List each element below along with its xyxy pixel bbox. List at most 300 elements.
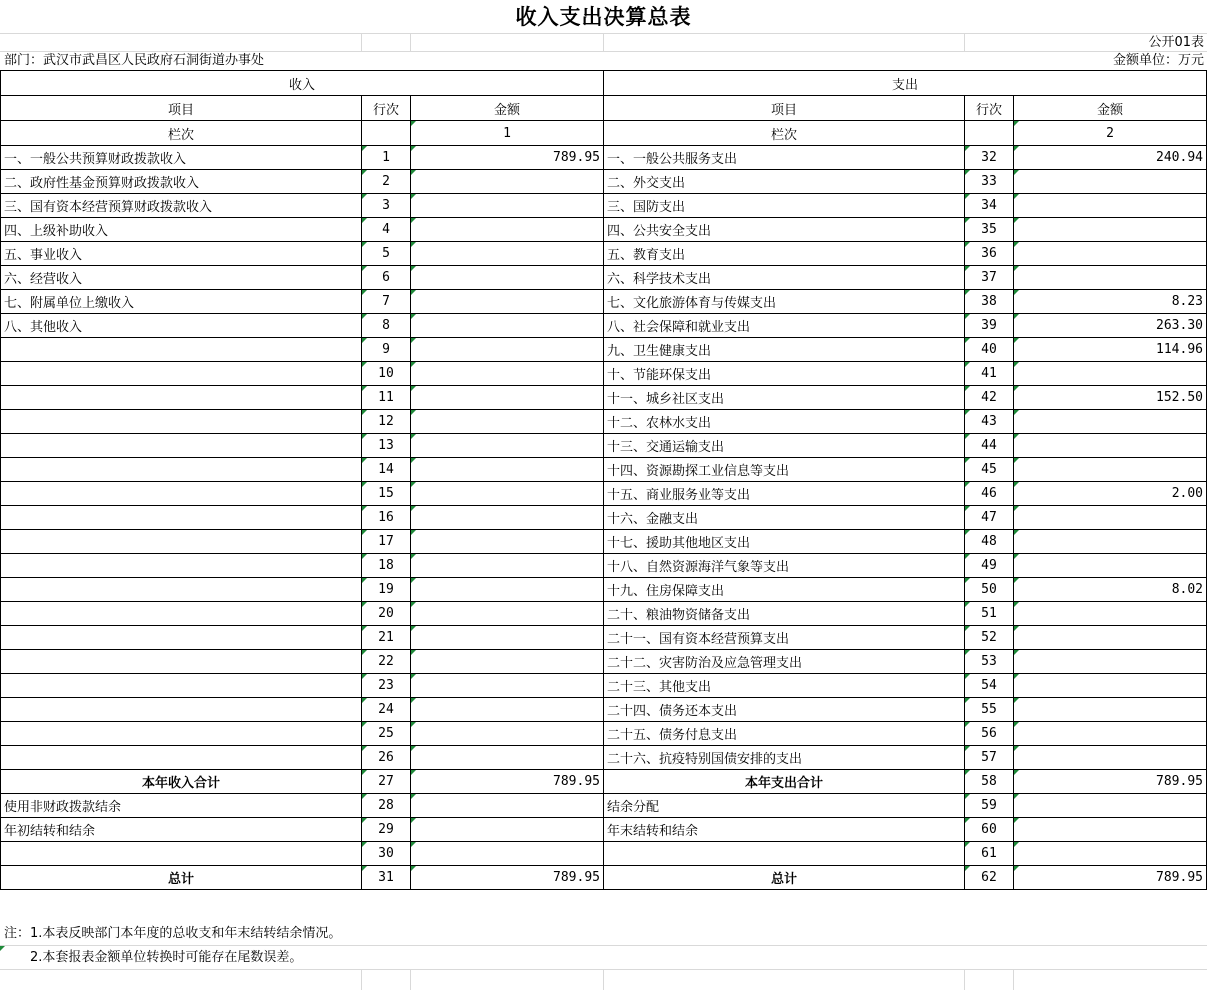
cell-marker-icon	[411, 578, 416, 583]
cell-marker-icon	[362, 482, 367, 487]
expense-item-cell	[604, 194, 965, 218]
cell-marker-icon	[411, 818, 416, 823]
income-line-cell	[362, 242, 411, 266]
cell-marker-icon	[965, 674, 970, 679]
table-row	[1, 410, 1207, 434]
expense-item-cell-text: 八、社会保障和就业支出	[607, 320, 751, 335]
expense-item-cell	[604, 722, 965, 746]
cell-marker-icon	[362, 722, 367, 727]
income-line-cell-text: 30	[378, 846, 394, 861]
table-row	[1, 482, 1207, 506]
cell-marker-icon	[1014, 338, 1019, 343]
expense-item-cell-text: 三、国防支出	[607, 200, 686, 215]
expense-item-cell	[604, 578, 965, 602]
cell-marker-icon	[1014, 121, 1019, 126]
expense-item-cell-text: 五、教育支出	[607, 248, 686, 263]
column-header-row	[1, 96, 1207, 121]
expense-amount-cell	[1014, 530, 1207, 554]
expense-line-cell-text: 39	[981, 318, 997, 333]
expense-line-cell	[965, 674, 1014, 698]
cell-marker-icon	[1014, 794, 1019, 799]
income-item-cell	[1, 818, 362, 842]
income-item-cell	[1, 434, 362, 458]
income-line-cell-text: 5	[382, 246, 390, 261]
expense-amount-cell	[1014, 602, 1207, 626]
cell-marker-icon	[411, 386, 416, 391]
cell-marker-icon	[411, 362, 416, 367]
expense-item-cell	[604, 410, 965, 434]
cell-marker-icon	[0, 946, 5, 951]
cell-marker-icon	[1014, 818, 1019, 823]
expense-amount-cell-text: 114.96	[1156, 342, 1203, 357]
cell-marker-icon	[362, 386, 367, 391]
income-line-cell	[362, 386, 411, 410]
table-row	[1, 554, 1207, 578]
expense-amount-cell	[1014, 242, 1207, 266]
table-row	[1, 746, 1207, 770]
income-line-cell	[362, 458, 411, 482]
income-line-cell	[362, 194, 411, 218]
expense-item-cell-text: 二十二、灾害防治及应急管理支出	[607, 656, 803, 671]
expense-item-cell	[604, 506, 965, 530]
income-line-cell	[362, 362, 411, 386]
table-row	[1, 506, 1207, 530]
table-row	[1, 170, 1207, 194]
income-amount-cell	[411, 482, 604, 506]
income-line-cell-text: 17	[378, 534, 394, 549]
cell-marker-icon	[362, 458, 367, 463]
expense-line-cell-text: 46	[981, 486, 997, 501]
expense-amount-cell	[1014, 338, 1207, 362]
expense-line-cell	[965, 218, 1014, 242]
expense-amount-cell	[1014, 386, 1207, 410]
expense-line-cell	[965, 386, 1014, 410]
expense-amount-cell	[1014, 290, 1207, 314]
income-item-cell-text: 本年收入合计	[141, 776, 220, 791]
table-row	[1, 266, 1207, 290]
income-line-cell-text: 3	[382, 198, 390, 213]
expense-item-cell	[604, 794, 965, 818]
income-line-cell	[362, 866, 411, 890]
expense-line-cell	[965, 338, 1014, 362]
expense-line-cell	[965, 266, 1014, 290]
income-line-cell	[362, 338, 411, 362]
income-line-cell	[362, 698, 411, 722]
income-line-cell-text: 15	[378, 486, 394, 501]
cell-marker-icon	[965, 818, 970, 823]
expense-item-cell	[604, 842, 965, 866]
cell-marker-icon	[1014, 554, 1019, 559]
expense-line-cell-text: 54	[981, 678, 997, 693]
expense-item-cell-text: 十八、自然资源海洋气象等支出	[607, 560, 790, 575]
cell-marker-icon	[411, 674, 416, 679]
income-line-cell-text: 26	[378, 750, 394, 765]
income-item-cell	[1, 650, 362, 674]
income-item-cell-text: 一、一般公共预算财政拨款收入	[4, 152, 187, 167]
table-row	[1, 218, 1207, 242]
department-label: 部门：武汉市武昌区人民政府石洞街道办事处	[4, 53, 265, 68]
income-line-cell-text: 20	[378, 606, 394, 621]
expense-item-cell-text: 总计	[770, 872, 797, 887]
cell-marker-icon	[411, 554, 416, 559]
expense-amount-cell-text: 789.95	[1156, 870, 1203, 885]
cell-marker-icon	[965, 554, 970, 559]
cell-marker-icon	[965, 506, 970, 511]
expense-item-cell-text: 二十五、债务付息支出	[607, 728, 738, 743]
cell-marker-icon	[411, 242, 416, 247]
income-item-cell	[1, 290, 362, 314]
cell-marker-icon	[411, 121, 416, 126]
expense-line-cell-text: 36	[981, 246, 997, 261]
expense-item-cell-text: 一、一般公共服务支出	[607, 152, 738, 167]
income-amount-cell-text: 789.95	[553, 774, 600, 789]
income-item-cell	[1, 194, 362, 218]
income-item-cell	[1, 578, 362, 602]
income-line-cell	[362, 674, 411, 698]
expense-amount-cell-text: 8.02	[1171, 582, 1203, 597]
expense-amount-cell	[1014, 506, 1207, 530]
cell-marker-icon	[411, 194, 416, 199]
expense-item-cell	[604, 218, 965, 242]
expense-line-cell-text: 61	[981, 846, 997, 861]
cell-marker-icon	[1014, 170, 1019, 175]
income-line-cell-text: 14	[378, 462, 394, 477]
expense-line-cell-text: 48	[981, 534, 997, 549]
income-amount-cell	[411, 530, 604, 554]
income-line-cell-text: 10	[378, 366, 394, 381]
income-item-cell	[1, 602, 362, 626]
table-row	[1, 242, 1207, 266]
expense-line-cell	[965, 410, 1014, 434]
expense-item-cell-text: 十三、交通运输支出	[607, 440, 725, 455]
income-line-cell-text: 9	[382, 342, 390, 357]
cell-marker-icon	[362, 818, 367, 823]
expense-line-cell-text: 50	[981, 582, 997, 597]
expense-line-cell-text: 43	[981, 414, 997, 429]
table-row	[1, 458, 1207, 482]
expense-line-cell	[965, 362, 1014, 386]
cell-marker-icon	[362, 266, 367, 271]
income-line-cell-text: 24	[378, 702, 394, 717]
expense-line-cell	[965, 698, 1014, 722]
income-line-cell	[362, 434, 411, 458]
income-item-cell-text: 七、附属单位上缴收入	[4, 296, 135, 311]
income-item-cell-text: 三、国有资本经营预算财政拨款收入	[4, 200, 213, 215]
income-item-cell	[1, 674, 362, 698]
cell-marker-icon	[965, 458, 970, 463]
note-1: 注：1.本表反映部门本年度的总收支和年末结转结余情况。	[4, 926, 342, 941]
cell-marker-icon	[1014, 578, 1019, 583]
expense-amount-cell	[1014, 146, 1207, 170]
income-line-cell	[362, 722, 411, 746]
income-item-cell	[1, 458, 362, 482]
cell-marker-icon	[1014, 482, 1019, 487]
income-line-cell-text: 18	[378, 558, 394, 573]
cell-marker-icon	[362, 290, 367, 295]
income-amount-cell	[411, 386, 604, 410]
cell-marker-icon	[1014, 746, 1019, 751]
cell-marker-icon	[411, 626, 416, 631]
cell-marker-icon	[965, 242, 970, 247]
income-line-cell	[362, 410, 411, 434]
expense-item-cell	[604, 458, 965, 482]
expense-line-cell-text: 62	[981, 870, 997, 885]
income-line-cell-text: 19	[378, 582, 394, 597]
expense-line-cell	[965, 434, 1014, 458]
income-item-cell	[1, 170, 362, 194]
cell-marker-icon	[362, 842, 367, 847]
income-amount-cell	[411, 218, 604, 242]
income-item-cell	[1, 626, 362, 650]
cell-marker-icon	[362, 578, 367, 583]
cell-marker-icon	[1014, 242, 1019, 247]
column-index-row	[1, 121, 1207, 146]
expense-item-cell	[604, 602, 965, 626]
cell-marker-icon	[965, 578, 970, 583]
table-row	[1, 578, 1207, 602]
expense-line-cell	[965, 170, 1014, 194]
cell-marker-icon	[362, 170, 367, 175]
cell-marker-icon	[362, 146, 367, 151]
expense-amount-cell	[1014, 194, 1207, 218]
income-amount-cell	[411, 626, 604, 650]
gridline	[603, 970, 604, 990]
expense-line-cell-text: 58	[981, 774, 997, 789]
expense-item-cell-text: 二十三、其他支出	[607, 680, 712, 695]
expense-amount-cell-text: 152.50	[1156, 390, 1203, 405]
cell-marker-icon	[1014, 146, 1019, 151]
income-item-cell	[1, 266, 362, 290]
expense-line-cell-text: 57	[981, 750, 997, 765]
income-item-cell-text: 年初结转和结余	[4, 824, 96, 839]
income-amount-cell	[411, 746, 604, 770]
cell-marker-icon	[1014, 410, 1019, 415]
cell-marker-icon	[1014, 218, 1019, 223]
expense-amount-cell	[1014, 842, 1207, 866]
form-code: 公开01表	[1148, 35, 1204, 50]
cell-marker-icon	[362, 506, 367, 511]
income-item-cell	[1, 218, 362, 242]
income-line-cell-text: 25	[378, 726, 394, 741]
cell-marker-icon	[965, 482, 970, 487]
income-amount-cell	[411, 506, 604, 530]
cell-marker-icon	[411, 482, 416, 487]
cell-marker-icon	[411, 746, 416, 751]
expense-line-cell	[965, 290, 1014, 314]
cell-marker-icon	[965, 338, 970, 343]
income-amount-cell	[411, 338, 604, 362]
cell-marker-icon	[362, 434, 367, 439]
expense-item-cell	[604, 434, 965, 458]
income-line-cell-text: 22	[378, 654, 394, 669]
income-line-cell	[362, 746, 411, 770]
income-line-cell-text: 27	[378, 774, 394, 789]
cell-marker-icon	[1014, 650, 1019, 655]
table-row	[1, 146, 1207, 170]
gridline	[1013, 970, 1014, 990]
cell-marker-icon	[411, 722, 416, 727]
table-row	[1, 434, 1207, 458]
cell-marker-icon	[965, 698, 970, 703]
table-row	[1, 770, 1207, 794]
expense-line-cell-text: 55	[981, 702, 997, 717]
page-title: 收入支出决算总表	[515, 5, 692, 29]
expense-line-cell-text: 44	[981, 438, 997, 453]
income-line-cell-text: 13	[378, 438, 394, 453]
expense-item-cell	[604, 650, 965, 674]
cell-marker-icon	[965, 602, 970, 607]
cell-marker-icon	[411, 146, 416, 151]
income-line-cell	[362, 794, 411, 818]
expense-item-cell	[604, 698, 965, 722]
expense-line-cell-text: 52	[981, 630, 997, 645]
expense-line-cell	[965, 530, 1014, 554]
cell-marker-icon	[965, 530, 970, 535]
expense-item-cell-text: 十五、商业服务业等支出	[607, 488, 751, 503]
cell-marker-icon	[1014, 386, 1019, 391]
income-amount-cell	[411, 650, 604, 674]
cell-marker-icon	[1014, 674, 1019, 679]
expense-item-header: 项目	[604, 96, 965, 121]
income-item-cell	[1, 506, 362, 530]
expense-item-cell-text: 六、科学技术支出	[607, 272, 712, 287]
income-line-cell-text: 7	[382, 294, 390, 309]
expense-item-cell	[604, 626, 965, 650]
cell-marker-icon	[1014, 842, 1019, 847]
expense-line-cell	[965, 146, 1014, 170]
income-amount-header: 金额	[411, 96, 604, 121]
cell-marker-icon	[362, 554, 367, 559]
expense-item-cell	[604, 818, 965, 842]
income-item-cell	[1, 362, 362, 386]
income-amount-cell	[411, 290, 604, 314]
income-item-cell	[1, 842, 362, 866]
income-amount-cell	[411, 242, 604, 266]
expense-item-cell	[604, 746, 965, 770]
cell-marker-icon	[965, 146, 970, 151]
income-line-cell-text: 16	[378, 510, 394, 525]
income-item-cell-text: 使用非财政拨款结余	[4, 800, 122, 815]
expense-line-cell	[965, 578, 1014, 602]
expense-line-cell	[965, 482, 1014, 506]
cell-marker-icon	[965, 170, 970, 175]
cell-marker-icon	[965, 746, 970, 751]
income-amount-cell	[411, 602, 604, 626]
expense-line-header: 行次	[965, 96, 1014, 121]
expense-amount-cell	[1014, 866, 1207, 890]
cell-marker-icon	[965, 866, 970, 871]
expense-amount-cell	[1014, 698, 1207, 722]
expense-amount-cell	[1014, 218, 1207, 242]
expense-line-cell-text: 32	[981, 150, 997, 165]
table-row	[1, 626, 1207, 650]
income-amount-cell	[411, 170, 604, 194]
income-item-cell	[1, 242, 362, 266]
income-line-cell-text: 11	[378, 390, 394, 405]
income-line-cell	[362, 290, 411, 314]
table-row	[1, 530, 1207, 554]
expense-item-cell-text: 年末结转和结余	[607, 824, 699, 839]
income-line-cell	[362, 818, 411, 842]
income-line-cell	[362, 146, 411, 170]
cell-marker-icon	[411, 338, 416, 343]
table-row	[1, 338, 1207, 362]
income-line-cell	[362, 842, 411, 866]
income-column-label: 栏次	[1, 121, 362, 146]
expense-item-cell-text: 二十四、债务还本支出	[607, 704, 738, 719]
expense-item-cell	[604, 554, 965, 578]
income-section-header: 收入	[1, 71, 604, 96]
income-amount-cell	[411, 722, 604, 746]
income-line-cell-text: 21	[378, 630, 394, 645]
income-item-cell-text: 五、事业收入	[4, 248, 83, 263]
cell-marker-icon	[411, 458, 416, 463]
expense-amount-cell	[1014, 410, 1207, 434]
table-row	[1, 794, 1207, 818]
income-amount-cell	[411, 266, 604, 290]
cell-marker-icon	[362, 602, 367, 607]
expense-item-cell-text: 十二、农林水支出	[607, 416, 712, 431]
expense-line-cell-text: 47	[981, 510, 997, 525]
income-line-cell	[362, 170, 411, 194]
income-amount-cell	[411, 578, 604, 602]
expense-line-cell	[965, 818, 1014, 842]
cell-marker-icon	[965, 194, 970, 199]
income-amount-cell-text: 789.95	[553, 150, 600, 165]
cell-marker-icon	[362, 626, 367, 631]
cell-marker-icon	[965, 386, 970, 391]
expense-line-cell	[965, 554, 1014, 578]
cell-marker-icon	[411, 698, 416, 703]
cell-marker-icon	[965, 794, 970, 799]
income-item-header: 项目	[1, 96, 362, 121]
cell-marker-icon	[965, 362, 970, 367]
expense-item-cell	[604, 266, 965, 290]
cell-marker-icon	[362, 674, 367, 679]
expense-section-header: 支出	[604, 71, 1207, 96]
expense-line-cell	[965, 314, 1014, 338]
cell-marker-icon	[362, 794, 367, 799]
expense-amount-cell	[1014, 266, 1207, 290]
cell-marker-icon	[1014, 626, 1019, 631]
income-amount-cell	[411, 194, 604, 218]
income-line-cell-text: 29	[378, 822, 394, 837]
cell-marker-icon	[362, 746, 367, 751]
income-item-cell-text: 总计	[167, 872, 194, 887]
expense-amount-cell	[1014, 170, 1207, 194]
expense-amount-cell	[1014, 746, 1207, 770]
cell-marker-icon	[1014, 866, 1019, 871]
table-row	[1, 194, 1207, 218]
cell-marker-icon	[411, 410, 416, 415]
income-column-number: 1	[411, 121, 604, 146]
income-item-cell-text: 八、其他收入	[4, 320, 83, 335]
expense-line-cell-text: 41	[981, 366, 997, 381]
cell-marker-icon	[362, 314, 367, 319]
cell-marker-icon	[411, 314, 416, 319]
income-line-cell	[362, 626, 411, 650]
cell-marker-icon	[411, 650, 416, 655]
expense-line-cell-text: 53	[981, 654, 997, 669]
income-line-cell	[362, 578, 411, 602]
expense-item-cell	[604, 290, 965, 314]
expense-item-cell	[604, 674, 965, 698]
income-item-cell	[1, 698, 362, 722]
income-column-blank	[362, 121, 411, 146]
table-row	[1, 386, 1207, 410]
section-header-row	[1, 71, 1207, 96]
expense-amount-cell	[1014, 770, 1207, 794]
